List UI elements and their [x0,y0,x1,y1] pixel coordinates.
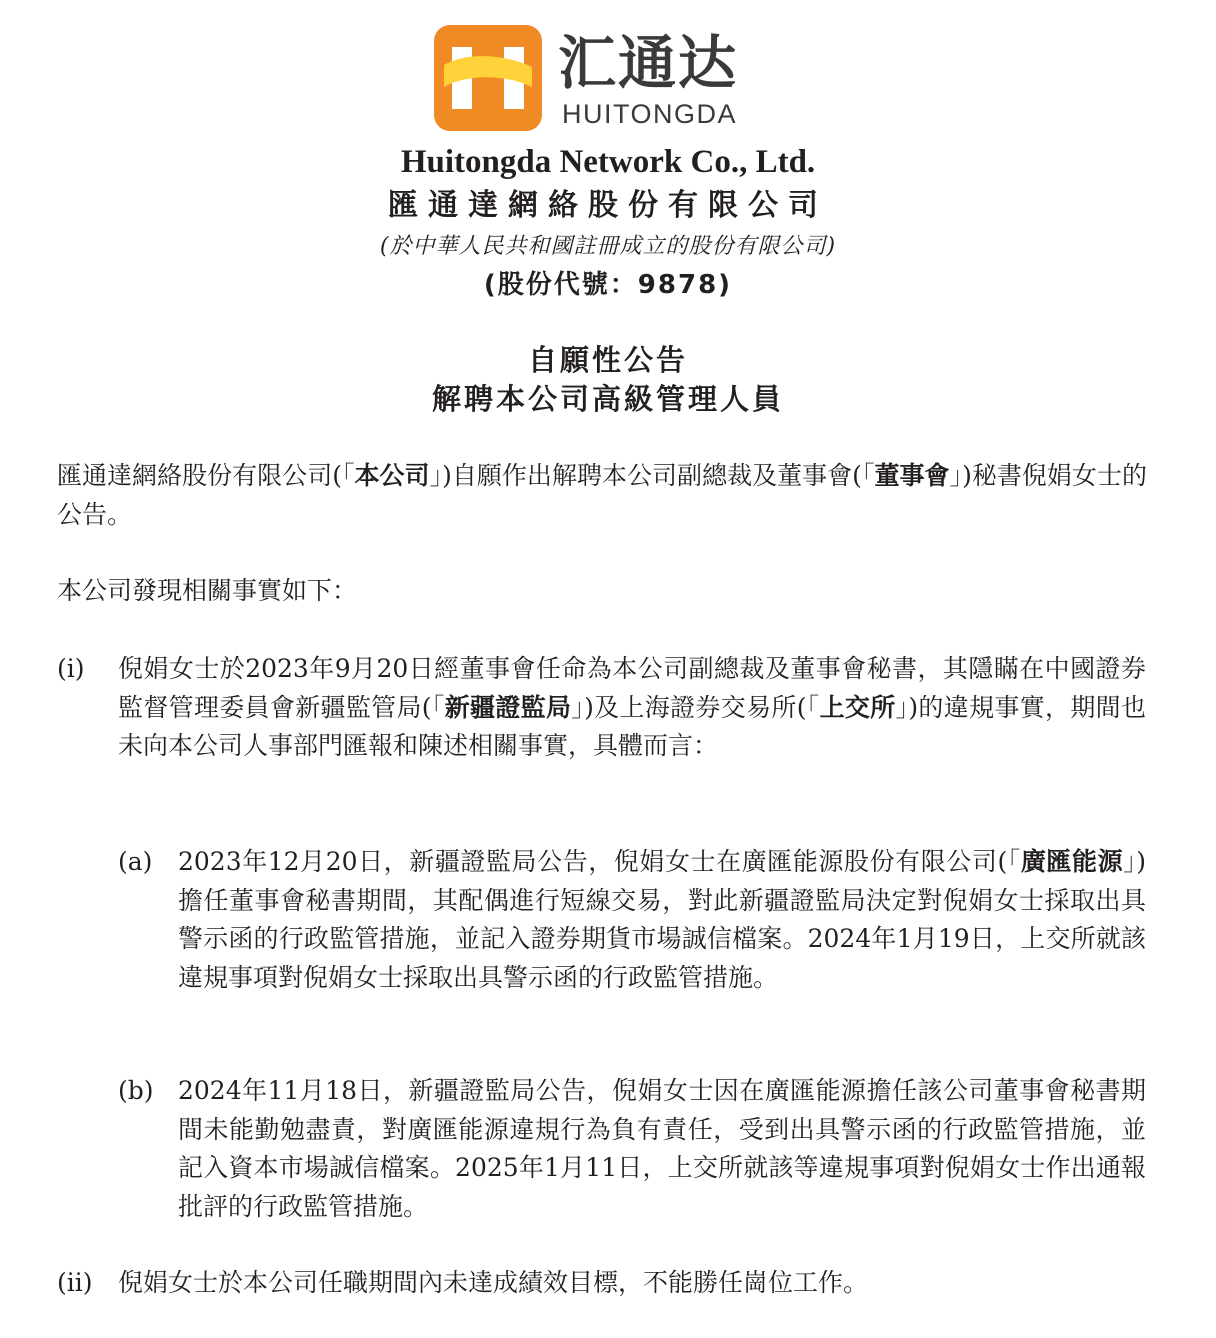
item-a-label: (a) [118,847,153,876]
intro-paragraph [57,457,1147,534]
defined-term-guanghui: 廣匯能源 [1020,847,1124,876]
intro-text-1: 匯通達網絡股份有限公司(「 [57,461,355,490]
item-b-paragraph: 2024年11月18日，新疆證監局公告，倪娟女士因在廣匯能源擔任該公司董事會秘書期間未能勤勉盡責，對廣匯能源違規行為負有責任，受到出具警示函的行政監管措施，並記入資本市場誠信檔案。2025年1月11日，上交所就該等違規事項對倪娟女士作出通報批評的行政監管措施。 [178,1076,1146,1221]
huitongda-logo-mark-icon [434,25,542,131]
intro-text-2: 」)自願作出解聘本公司副總裁及董事會(「 [429,461,875,490]
item-ii-label: (ii) [57,1268,93,1297]
intro-text-3: 」)秘書倪娟女士的公告。 [57,461,1147,529]
item-a-text-2: 」)擔任董事會秘書期間，其配偶進行短線交易，對此新疆證監局決定對倪娟女士採取出具警示函的行政監管措施，並記入證券期貨市場誠信檔案。2024年1月19日，上交所就該違規事項對倪娟女士採取出具警示函的行政監管措施。 [178,847,1146,992]
incorporation-note: (於中華人民共和國註冊成立的股份有限公司) [379,234,837,259]
item-i-text-2: 」)及上海證券交易所(「 [571,692,820,722]
stock-code: (股份代號：9878) [483,270,733,300]
company-logo [434,25,774,133]
facts-lead-paragraph: 本公司發現相關事實如下： [57,576,358,605]
item-i-text-1: 倪娟女士於2023年9月20日經董事會任命為本公司副總裁及董事會秘書，其隱瞞在中國證券監督管理委員會新疆監管局(「 [118,654,1146,722]
item-ii-paragraph: 倪娟女士於本公司任職期間內未達成績效目標，不能勝任崗位工作。 [118,1268,869,1297]
defined-term-board: 董事會 [874,461,950,490]
item-b-label: (b) [118,1076,154,1105]
defined-term-sse: 上交所 [819,692,896,722]
announcement-title: 自願性公告 [527,343,688,377]
defined-term-xinjiang-csrc: 新疆證監局 [444,692,572,722]
item-a-text-1: 2023年12月20日，新疆證監局公告，倪娟女士在廣匯能源股份有限公司(「 [178,847,1021,876]
item-i-paragraph [118,650,1146,766]
item-i-label: (i) [57,654,85,683]
item-i-text-3: 」)的違規事實，期間也未向本公司人事部門匯報和陳述相關事實，具體而言： [118,692,1146,760]
announcement-subtitle: 解聘本公司高級管理人員 [431,382,784,416]
defined-term-company: 本公司 [354,461,430,490]
logo-english-name: HUITONGDA [562,99,738,129]
logo-chinese-name: 汇通达 [558,29,739,97]
company-name-chinese: 匯通達網絡股份有限公司 [388,188,828,223]
company-name-english: Huitongda Network Co., Ltd. [400,144,816,180]
item-a-paragraph [178,843,1146,997]
